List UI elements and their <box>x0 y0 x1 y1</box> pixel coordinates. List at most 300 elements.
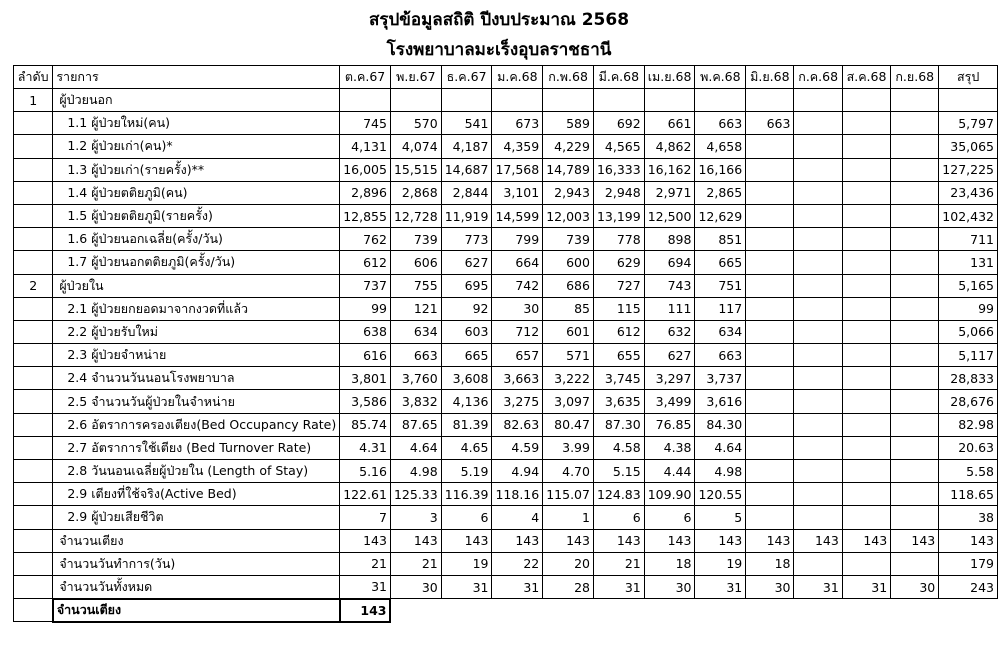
row-value: 7 <box>340 506 391 529</box>
row-total: 5,797 <box>939 112 998 135</box>
table-row <box>14 89 998 112</box>
row-index <box>14 460 53 483</box>
row-value <box>842 204 890 227</box>
row-value: 3,663 <box>492 367 543 390</box>
row-value <box>794 158 842 181</box>
header-month: ม.ค.68 <box>492 66 543 89</box>
row-index <box>14 506 53 529</box>
row-value: 4,229 <box>543 135 594 158</box>
header-month: พ.ค.68 <box>695 66 746 89</box>
row-value: 743 <box>644 274 695 297</box>
row-value: 739 <box>543 228 594 251</box>
row-value <box>746 390 794 413</box>
row-value: 632 <box>644 320 695 343</box>
hospital-name: โรงพยาบาลมะเร็งอุบลราชธานี <box>386 40 612 60</box>
row-value: 1 <box>543 506 594 529</box>
row-total: 28,676 <box>939 390 998 413</box>
table-row <box>14 390 998 413</box>
header-index: ลำดับ <box>14 66 53 89</box>
footer-empty <box>939 599 998 622</box>
row-value <box>842 413 890 436</box>
row-item: 2.5 จำนวนวันผู้ป่วยในจำหน่าย <box>53 390 340 413</box>
row-value: 20 <box>543 552 594 575</box>
row-total: 143 <box>939 529 998 552</box>
row-value <box>794 413 842 436</box>
footer-empty <box>543 599 594 622</box>
row-value: 125.33 <box>390 483 441 506</box>
row-value: 6 <box>593 506 644 529</box>
row-value: 570 <box>390 112 441 135</box>
row-value: 627 <box>441 251 492 274</box>
row-value <box>794 506 842 529</box>
row-total: 711 <box>939 228 998 251</box>
row-total: 82.98 <box>939 413 998 436</box>
row-value <box>746 135 794 158</box>
row-value: 14,687 <box>441 158 492 181</box>
row-value: 4,565 <box>593 135 644 158</box>
row-value: 111 <box>644 297 695 320</box>
row-value: 30 <box>390 575 441 598</box>
row-value: 4.59 <box>492 436 543 459</box>
row-value: 12,003 <box>543 204 594 227</box>
row-value: 143 <box>340 529 391 552</box>
table-row <box>14 575 998 598</box>
header-month: ก.พ.68 <box>543 66 594 89</box>
row-item: จำนวนวันทำการ(วัน) <box>53 552 340 575</box>
row-value <box>390 89 441 112</box>
row-value <box>891 228 939 251</box>
row-total: 38 <box>939 506 998 529</box>
row-value <box>842 390 890 413</box>
row-value: 589 <box>543 112 594 135</box>
row-value: 143 <box>891 529 939 552</box>
row-value <box>746 89 794 112</box>
row-index <box>14 552 53 575</box>
row-value: 663 <box>695 344 746 367</box>
row-value: 12,500 <box>644 204 695 227</box>
row-value <box>746 251 794 274</box>
row-value: 14,789 <box>543 158 594 181</box>
row-value <box>891 204 939 227</box>
row-value: 4.98 <box>695 460 746 483</box>
row-value: 541 <box>441 112 492 135</box>
row-value: 31 <box>695 575 746 598</box>
row-value: 19 <box>441 552 492 575</box>
table-row <box>14 552 998 575</box>
table-row <box>14 135 998 158</box>
row-value: 4,658 <box>695 135 746 158</box>
row-value: 31 <box>340 575 391 598</box>
row-value: 118.16 <box>492 483 543 506</box>
row-value: 3,586 <box>340 390 391 413</box>
row-value: 22 <box>492 552 543 575</box>
row-value: 2,896 <box>340 181 391 204</box>
row-value: 80.47 <box>543 413 594 436</box>
statistics-table <box>13 65 998 623</box>
row-item: 2.4 จำนวนวันนอนโรงพยาบาล <box>53 367 340 390</box>
row-total: 28,833 <box>939 367 998 390</box>
row-value <box>746 204 794 227</box>
row-value: 773 <box>441 228 492 251</box>
table-row <box>14 228 998 251</box>
footer-empty <box>593 599 644 622</box>
row-item: 1.5 ผู้ป่วยตติยภูมิ(รายครั้ง) <box>53 204 340 227</box>
row-value <box>794 89 842 112</box>
row-value: 737 <box>340 274 391 297</box>
table-row <box>14 367 998 390</box>
row-index <box>14 251 53 274</box>
header-month: ต.ค.67 <box>340 66 391 89</box>
row-value: 612 <box>593 320 644 343</box>
row-item: 2.8 วันนอนเฉลี่ยผู้ป่วยใน (Length of Stay) <box>53 460 340 483</box>
row-item: 2.1 ผู้ป่วยยกยอดมาจากงวดที่แล้ว <box>53 297 340 320</box>
row-value: 2,971 <box>644 181 695 204</box>
row-value: 4.98 <box>390 460 441 483</box>
table-row <box>14 436 998 459</box>
row-value: 665 <box>441 344 492 367</box>
row-value: 31 <box>842 575 890 598</box>
row-item: 1.7 ผู้ป่วยนอกตติยภูมิ(ครั้ง/วัน) <box>53 251 340 274</box>
row-value: 143 <box>441 529 492 552</box>
row-value <box>794 390 842 413</box>
row-value: 4,131 <box>340 135 391 158</box>
row-value <box>842 297 890 320</box>
row-value: 115 <box>593 297 644 320</box>
row-value <box>891 112 939 135</box>
row-value: 5.15 <box>593 460 644 483</box>
row-total: 5.58 <box>939 460 998 483</box>
footer-empty <box>441 599 492 622</box>
row-value: 616 <box>340 344 391 367</box>
row-item: 2.9 เตียงที่ใช้จริง(Active Bed) <box>53 483 340 506</box>
row-value <box>746 181 794 204</box>
row-total: 102,432 <box>939 204 998 227</box>
row-value: 3,097 <box>543 390 594 413</box>
row-value: 99 <box>340 297 391 320</box>
row-value <box>746 436 794 459</box>
row-value <box>695 89 746 112</box>
row-value <box>794 483 842 506</box>
row-index <box>14 483 53 506</box>
row-value <box>891 297 939 320</box>
row-value <box>891 181 939 204</box>
row-index <box>14 181 53 204</box>
row-value: 5 <box>695 506 746 529</box>
row-value <box>794 344 842 367</box>
row-value: 601 <box>543 320 594 343</box>
row-value <box>891 320 939 343</box>
row-value: 124.83 <box>593 483 644 506</box>
row-value: 87.30 <box>593 413 644 436</box>
row-value: 3,275 <box>492 390 543 413</box>
header-month: มี.ค.68 <box>593 66 644 89</box>
row-value <box>746 297 794 320</box>
row-value <box>746 274 794 297</box>
row-value <box>842 506 890 529</box>
row-total <box>939 89 998 112</box>
row-value: 762 <box>340 228 391 251</box>
row-value: 13,199 <box>593 204 644 227</box>
row-value: 4.64 <box>695 436 746 459</box>
row-value: 143 <box>492 529 543 552</box>
row-value <box>593 89 644 112</box>
row-item: 1.1 ผู้ป่วยใหม่(คน) <box>53 112 340 135</box>
row-value: 30 <box>891 575 939 598</box>
row-value: 799 <box>492 228 543 251</box>
row-item: 2.3 ผู้ป่วยจำหน่าย <box>53 344 340 367</box>
row-value <box>891 274 939 297</box>
row-value: 638 <box>340 320 391 343</box>
row-value <box>891 506 939 529</box>
row-value <box>746 506 794 529</box>
row-index <box>14 344 53 367</box>
row-value <box>842 344 890 367</box>
header-total: สรุป <box>939 66 998 89</box>
footer-empty <box>842 599 890 622</box>
row-value: 727 <box>593 274 644 297</box>
row-index <box>14 390 53 413</box>
row-index <box>14 320 53 343</box>
row-value <box>794 552 842 575</box>
row-value: 745 <box>340 112 391 135</box>
row-value: 673 <box>492 112 543 135</box>
row-value: 2,943 <box>543 181 594 204</box>
row-value: 3,801 <box>340 367 391 390</box>
row-value <box>842 436 890 459</box>
row-item: 2.6 อัตราการครองเตียง(Bed Occupancy Rate) <box>53 413 340 436</box>
row-value: 686 <box>543 274 594 297</box>
row-index <box>14 158 53 181</box>
row-value: 634 <box>390 320 441 343</box>
row-value: 17,568 <box>492 158 543 181</box>
row-value <box>492 89 543 112</box>
footer-index <box>14 599 53 622</box>
table-row <box>14 529 998 552</box>
row-index <box>14 413 53 436</box>
row-value: 16,166 <box>695 158 746 181</box>
row-value <box>891 483 939 506</box>
footer-row <box>14 599 998 622</box>
row-value: 4.58 <box>593 436 644 459</box>
row-total: 20.63 <box>939 436 998 459</box>
row-value: 2,865 <box>695 181 746 204</box>
row-total: 99 <box>939 297 998 320</box>
header-item: รายการ <box>53 66 340 89</box>
row-value: 120.55 <box>695 483 746 506</box>
row-value <box>891 158 939 181</box>
row-total: 127,225 <box>939 158 998 181</box>
row-item: ผู้ป่วยใน <box>53 274 340 297</box>
row-value: 629 <box>593 251 644 274</box>
row-value: 116.39 <box>441 483 492 506</box>
row-index: 1 <box>14 89 53 112</box>
row-value: 5.19 <box>441 460 492 483</box>
row-value: 6 <box>441 506 492 529</box>
row-value: 3,499 <box>644 390 695 413</box>
row-value: 85.74 <box>340 413 391 436</box>
row-total: 5,066 <box>939 320 998 343</box>
row-value: 117 <box>695 297 746 320</box>
row-total: 5,165 <box>939 274 998 297</box>
row-value: 4,187 <box>441 135 492 158</box>
row-value <box>842 367 890 390</box>
report-title: สรุปข้อมูลสถิติ ปีงบประมาณ 2568 <box>368 10 630 30</box>
row-value: 3,297 <box>644 367 695 390</box>
row-value <box>746 344 794 367</box>
row-value: 143 <box>695 529 746 552</box>
row-value: 15,515 <box>390 158 441 181</box>
row-value: 85 <box>543 297 594 320</box>
row-value: 121 <box>390 297 441 320</box>
table-row <box>14 204 998 227</box>
row-value: 11,919 <box>441 204 492 227</box>
row-value: 12,629 <box>695 204 746 227</box>
row-total: 118.65 <box>939 483 998 506</box>
row-value: 2,948 <box>593 181 644 204</box>
row-value: 3,635 <box>593 390 644 413</box>
header-month: ก.ย.68 <box>891 66 939 89</box>
row-value: 663 <box>746 112 794 135</box>
row-value: 31 <box>794 575 842 598</box>
row-item: 2.9 ผู้ป่วยเสียชีวิต <box>53 506 340 529</box>
row-value: 31 <box>593 575 644 598</box>
row-value: 4.38 <box>644 436 695 459</box>
row-value <box>794 297 842 320</box>
row-value <box>746 320 794 343</box>
row-value: 92 <box>441 297 492 320</box>
row-value <box>543 89 594 112</box>
row-value: 143 <box>543 529 594 552</box>
table-row <box>14 251 998 274</box>
row-value: 21 <box>340 552 391 575</box>
row-value <box>891 390 939 413</box>
row-value <box>794 274 842 297</box>
row-index <box>14 575 53 598</box>
row-value: 30 <box>644 575 695 598</box>
row-value: 571 <box>543 344 594 367</box>
row-value: 143 <box>644 529 695 552</box>
row-total: 35,065 <box>939 135 998 158</box>
footer-empty <box>695 599 746 622</box>
row-value <box>891 436 939 459</box>
row-value <box>794 112 842 135</box>
row-value: 4 <box>492 506 543 529</box>
row-value: 600 <box>543 251 594 274</box>
row-value: 16,333 <box>593 158 644 181</box>
row-value: 81.39 <box>441 413 492 436</box>
row-item: จำนวนเตียง <box>53 529 340 552</box>
row-value <box>842 320 890 343</box>
row-value: 712 <box>492 320 543 343</box>
row-value: 12,728 <box>390 204 441 227</box>
row-item: 1.3 ผู้ป่วยเก่า(รายครั้ง)** <box>53 158 340 181</box>
row-value: 109.90 <box>644 483 695 506</box>
row-value <box>441 89 492 112</box>
table-row <box>14 181 998 204</box>
row-value <box>794 204 842 227</box>
row-value <box>794 320 842 343</box>
row-value: 663 <box>695 112 746 135</box>
row-value <box>842 158 890 181</box>
table-row <box>14 274 998 297</box>
row-value <box>891 344 939 367</box>
table-row <box>14 506 998 529</box>
row-value: 143 <box>593 529 644 552</box>
row-value <box>746 413 794 436</box>
row-value: 3,616 <box>695 390 746 413</box>
row-value: 3.99 <box>543 436 594 459</box>
row-value <box>746 228 794 251</box>
row-value: 664 <box>492 251 543 274</box>
row-value: 661 <box>644 112 695 135</box>
row-value: 4,862 <box>644 135 695 158</box>
row-value: 2,868 <box>390 181 441 204</box>
row-value: 16,162 <box>644 158 695 181</box>
row-item: 2.7 อัตราการใช้เตียง (Bed Turnover Rate) <box>53 436 340 459</box>
row-index <box>14 112 53 135</box>
footer-empty <box>390 599 441 622</box>
row-value: 2,844 <box>441 181 492 204</box>
row-value <box>891 413 939 436</box>
footer-empty <box>891 599 939 622</box>
row-value: 606 <box>390 251 441 274</box>
row-value <box>794 181 842 204</box>
row-value: 655 <box>593 344 644 367</box>
row-value: 739 <box>390 228 441 251</box>
row-value: 16,005 <box>340 158 391 181</box>
header-month: มิ.ย.68 <box>746 66 794 89</box>
row-value: 3,101 <box>492 181 543 204</box>
row-value: 30 <box>492 297 543 320</box>
row-value <box>794 251 842 274</box>
row-value: 143 <box>794 529 842 552</box>
row-value: 3,745 <box>593 367 644 390</box>
row-value: 663 <box>390 344 441 367</box>
row-value: 14,599 <box>492 204 543 227</box>
row-item: 2.2 ผู้ป่วยรับใหม่ <box>53 320 340 343</box>
row-value <box>842 89 890 112</box>
row-value: 31 <box>441 575 492 598</box>
row-index <box>14 228 53 251</box>
row-value: 4.64 <box>390 436 441 459</box>
row-value: 3,222 <box>543 367 594 390</box>
row-value <box>842 181 890 204</box>
row-value: 143 <box>390 529 441 552</box>
row-index: 2 <box>14 274 53 297</box>
row-value: 122.61 <box>340 483 391 506</box>
row-value <box>842 112 890 135</box>
row-value: 634 <box>695 320 746 343</box>
row-value: 82.63 <box>492 413 543 436</box>
row-value: 31 <box>492 575 543 598</box>
row-index <box>14 135 53 158</box>
row-value: 5.16 <box>340 460 391 483</box>
row-value <box>794 135 842 158</box>
row-value: 751 <box>695 274 746 297</box>
row-value <box>794 436 842 459</box>
header-month: พ.ย.67 <box>390 66 441 89</box>
row-value: 612 <box>340 251 391 274</box>
row-value: 3,760 <box>390 367 441 390</box>
row-value <box>340 89 391 112</box>
row-value <box>746 158 794 181</box>
footer-value: 143 <box>340 599 391 622</box>
row-value: 143 <box>842 529 890 552</box>
row-value <box>891 367 939 390</box>
row-value: 4,359 <box>492 135 543 158</box>
row-value: 851 <box>695 228 746 251</box>
row-value <box>842 228 890 251</box>
